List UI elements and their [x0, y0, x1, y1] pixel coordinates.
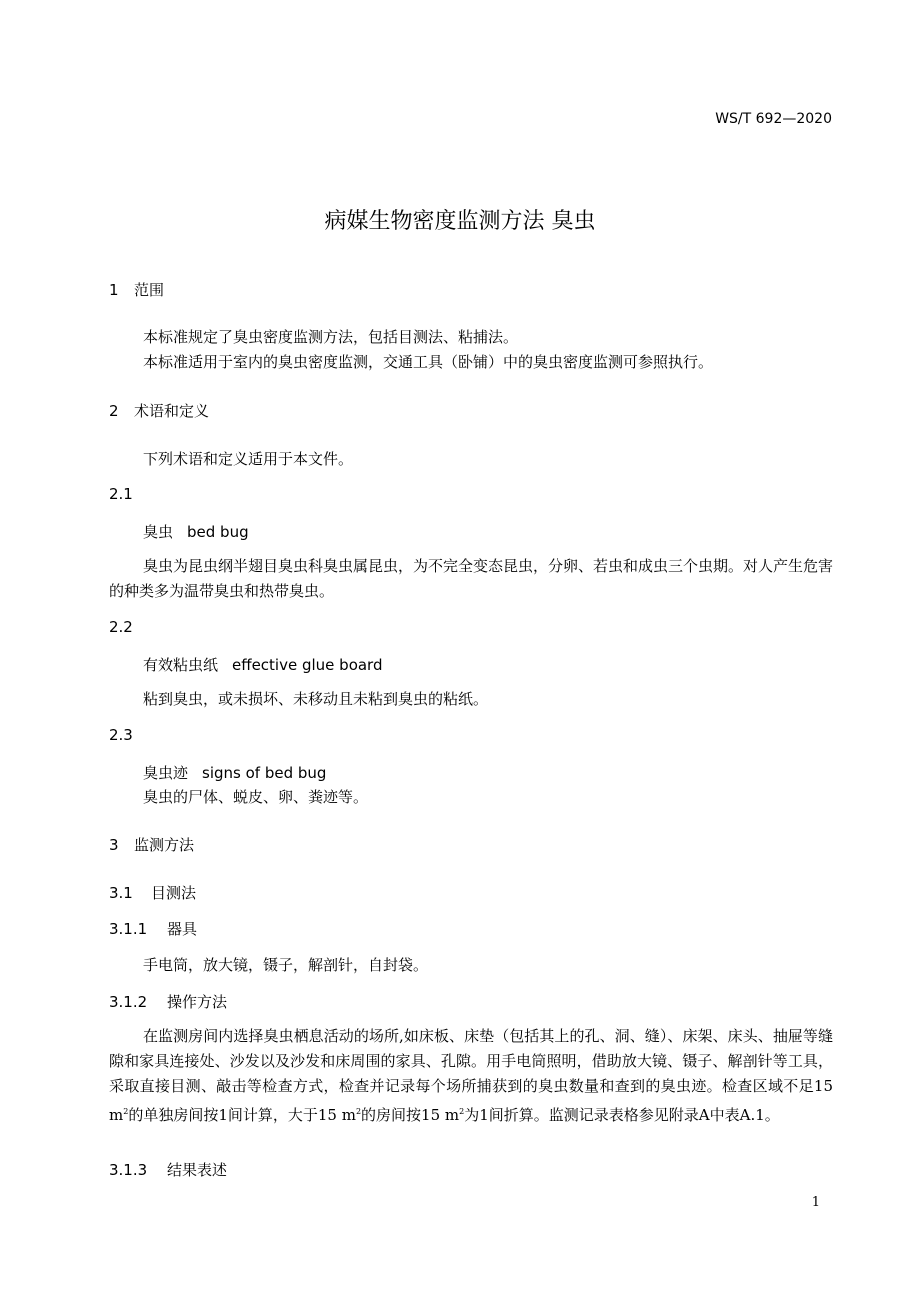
- text-part: 为1间折算。监测记录表格参见附录A中表A.1。: [464, 1106, 780, 1124]
- term-2-3-number: 2.3: [109, 726, 133, 744]
- text-part: 在监测房间内选择臭虫栖息活动的场所,如床板、床垫（包括其上的孔、洞、缝）、床架、床头、抽屉等缝隙和家具连接处、沙发以及沙发和床周围的家具、孔隙。用手电筒照明，借助放大镜、镊子、解剖针等工具，采取直接目测、敲击等检查方式，检查并记录每个场所捕获到的臭虫数量和查到的臭虫迹。检查区域不足15 m: [109, 1027, 833, 1124]
- subsection-3-1-2-heading: [109, 991, 227, 1012]
- subsection-title: 操作方法: [167, 993, 228, 1011]
- section-2-heading: [109, 400, 209, 421]
- term-2-2: [143, 654, 382, 675]
- section-1-heading: [109, 279, 164, 300]
- superscript: 2: [355, 1107, 362, 1116]
- equipment-text: 手电筒，放大镜，镊子，解剖针，自封袋。: [143, 956, 429, 974]
- term-2-3: [143, 762, 326, 783]
- section-number: 2: [109, 402, 119, 420]
- document-code: WS/T 692—2020: [715, 111, 832, 127]
- text-part: 的单独房间按1间计算，大于15 m: [128, 1106, 356, 1124]
- terms-intro: 下列术语和定义适用于本文件。: [143, 450, 354, 468]
- subsection-3-1-1-heading: [109, 918, 197, 939]
- section-title: 监测方法: [134, 836, 195, 854]
- superscript: 2: [459, 1107, 465, 1116]
- subsection-number: 3.1.2: [109, 993, 148, 1011]
- term-2-2-definition: 粘到臭虫，或未损坏、未移动且未粘到臭虫的粘纸。: [143, 690, 489, 708]
- text-part: 的房间按15 m: [361, 1106, 460, 1124]
- subsection-number: 3.1.1: [109, 920, 148, 938]
- term-zh: 臭虫迹: [143, 764, 189, 782]
- section-3-heading: [109, 834, 194, 855]
- superscript: 2: [123, 1107, 129, 1116]
- term-2-1-definition: 臭虫为昆虫纲半翅目臭虫科臭虫属昆虫，为不完全变态昆虫，分卵、若虫和成虫三个虫期。对人产生危害的种类多为温带臭虫和热带臭虫。: [109, 557, 834, 600]
- subsection-3-1-3-heading: [109, 1159, 227, 1180]
- term-en: signs of bed bug: [202, 764, 327, 782]
- term-zh: 臭虫: [143, 523, 174, 541]
- subsection-title: 目测法: [151, 884, 197, 902]
- section-title: 术语和定义: [134, 402, 210, 420]
- section-number: 3: [109, 836, 119, 854]
- section-number: 1: [109, 281, 119, 299]
- document-title: 病媒生物密度监测方法 臭虫: [324, 209, 596, 234]
- term-en: effective glue board: [232, 656, 383, 674]
- term-zh: 有效粘虫纸: [143, 656, 219, 674]
- subsection-3-1-heading: [109, 882, 196, 903]
- subsection-title: 器具: [167, 920, 198, 938]
- term-en: bed bug: [187, 523, 249, 541]
- term-2-3-definition: 臭虫的尸体、蜕皮、卵、粪迹等。: [143, 788, 369, 806]
- subsection-number: 3.1: [109, 884, 133, 902]
- section-title: 范围: [134, 281, 165, 299]
- subsection-number: 3.1.3: [109, 1161, 148, 1179]
- page-number: 1: [811, 1195, 820, 1210]
- scope-paragraph-2: 本标准适用于室内的臭虫密度监测，交通工具（卧铺）中的臭虫密度监测可参照执行。: [143, 353, 714, 371]
- subsection-title: 结果表述: [167, 1161, 228, 1179]
- operation-method-paragraph: [109, 1024, 833, 1128]
- term-2-1: [143, 521, 249, 542]
- scope-paragraph-1: 本标准规定了臭虫密度监测方法，包括目测法、粘捕法。: [143, 328, 519, 346]
- term-2-2-number: 2.2: [109, 618, 133, 636]
- term-2-1-number: 2.1: [109, 485, 133, 503]
